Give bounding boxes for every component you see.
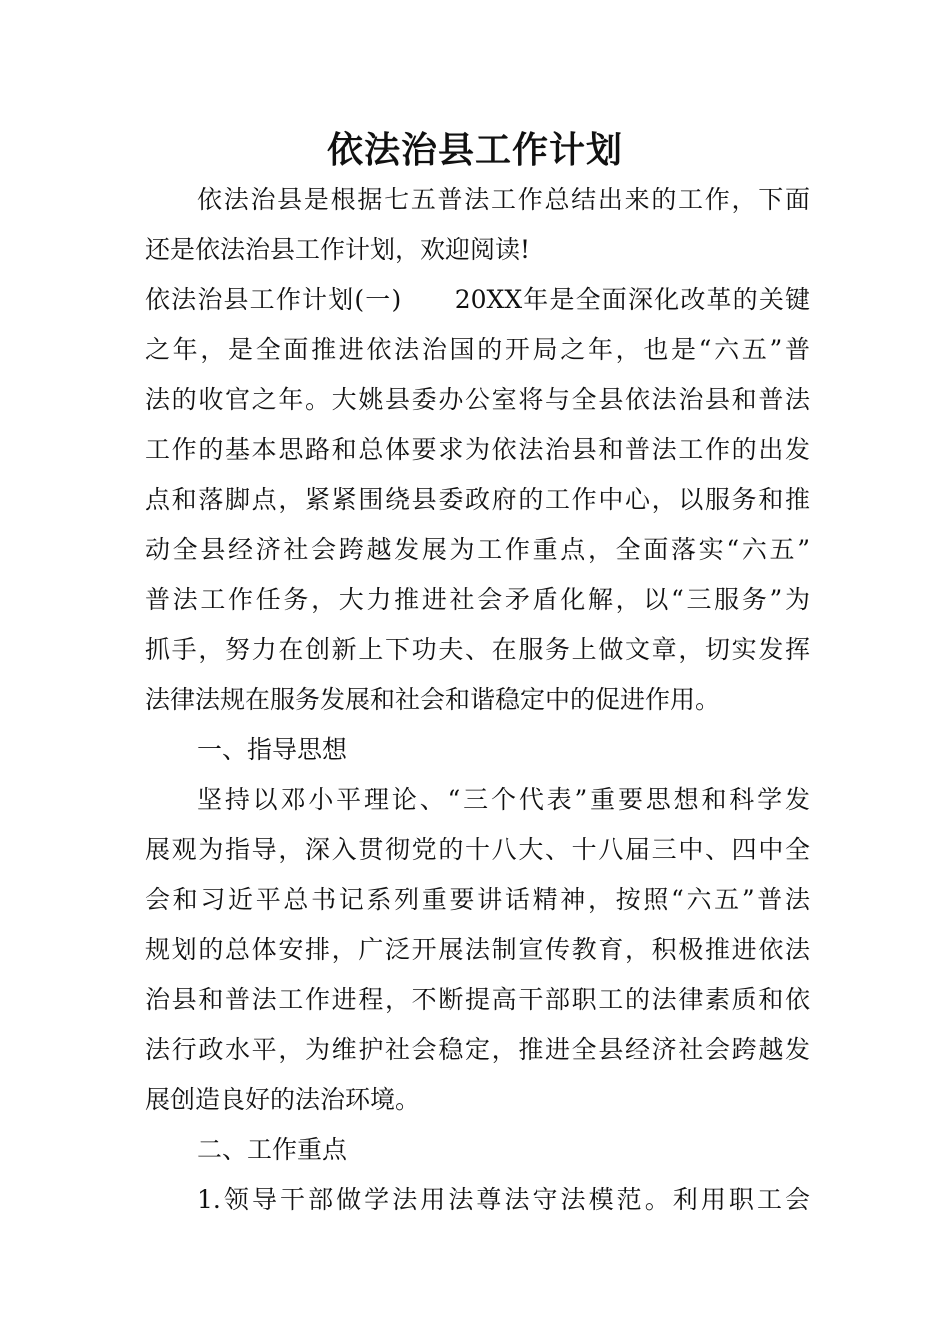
paragraph-line: 依法治县是根据七五普法工作总结出来的工作，下面 — [197, 185, 810, 214]
paragraph-line: 治县和普法工作进程，不断提高干部职工的法律素质和依 — [145, 985, 810, 1014]
paragraph-line: 抓手，努力在创新上下功夫、在服务上做文章，切实发挥 — [145, 635, 810, 664]
document-title: 依法治县工作计划 — [326, 130, 623, 171]
paragraph-line: 法行政水平，为维护社会稳定，推进全县经济社会跨越发 — [145, 1035, 810, 1064]
paragraph-line: 普法工作任务，大力推进社会矛盾化解，以“三服务”为 — [145, 585, 810, 614]
paragraph-line: 还是依法治县工作计划，欢迎阅读! — [145, 235, 531, 264]
paragraph-line: 展观为指导，深入贯彻党的十八大、十八届三中、四中全 — [145, 835, 810, 864]
paragraph-line: 动全县经济社会跨越发展为工作重点，全面落实“六五” — [145, 535, 810, 564]
paragraph-line: 规划的总体安排，广泛开展法制宣传教育，积极推进依法 — [145, 935, 810, 964]
paragraph-line: 会和习近平总书记系列重要讲话精神，按照“六五”普法 — [145, 885, 810, 914]
paragraph-line: 工作的基本思路和总体要求为依法治县和普法工作的出发 — [145, 435, 810, 464]
paragraph-line: 依法治县工作计划(一) 20XX年是全面深化改革的关键 — [145, 285, 810, 314]
paragraph-line: 法律法规在服务发展和社会和谐稳定中的促进作用。 — [145, 685, 721, 714]
paragraph-line: 法的收官之年。大姚县委办公室将与全县依法治县和普法 — [145, 385, 810, 414]
paragraph-line: 点和落脚点，紧紧围绕县委政府的工作中心，以服务和推 — [145, 485, 810, 514]
paragraph-line: 1.领导干部做学法用法尊法守法模范。利用职工会 — [197, 1185, 810, 1214]
paragraph-line: 展创造良好的法治环境。 — [145, 1085, 421, 1114]
section-heading: 一、指导思想 — [197, 735, 348, 764]
paragraph-line: 之年，是全面推进依法治国的开局之年，也是“六五”普 — [145, 335, 810, 364]
paragraph-line: 坚持以邓小平理论、“三个代表”重要思想和科学发 — [197, 785, 810, 814]
section-heading: 二、工作重点 — [197, 1135, 348, 1164]
